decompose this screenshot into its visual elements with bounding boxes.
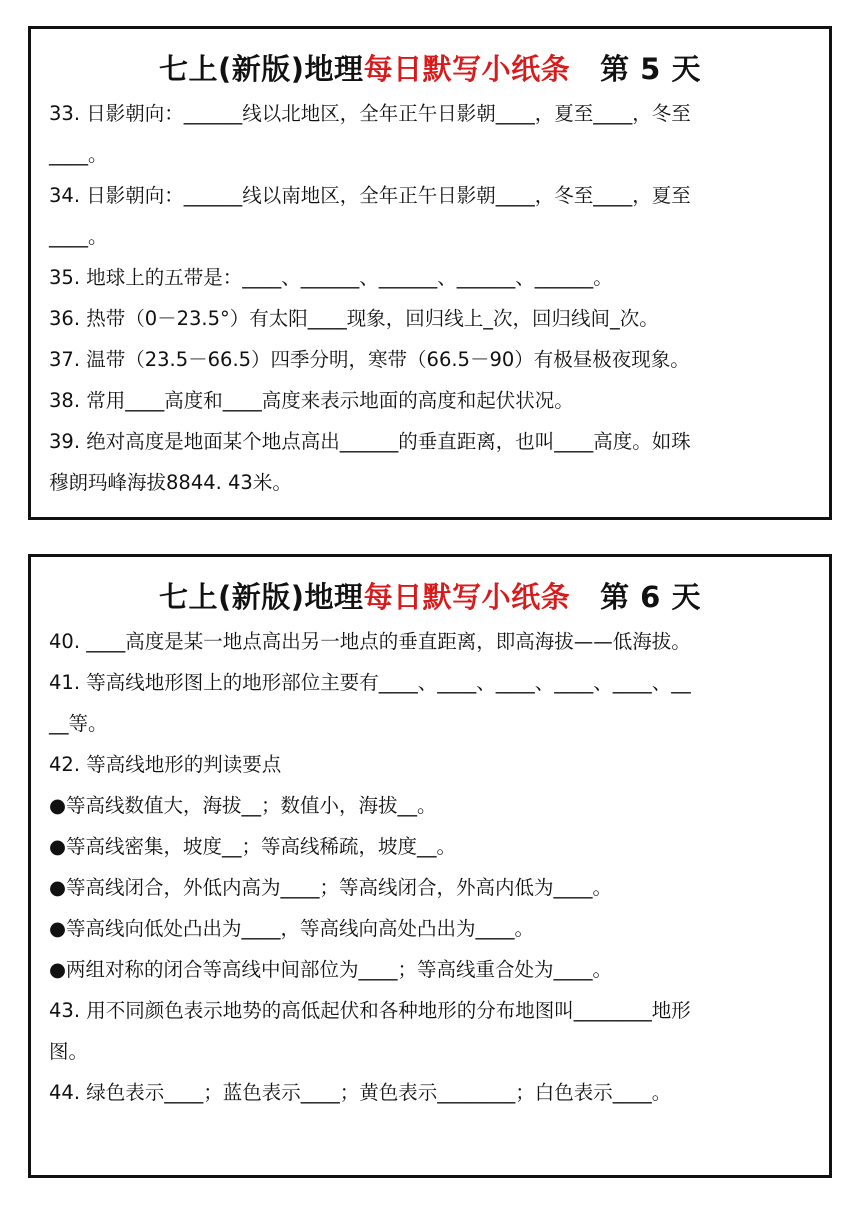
question-line: ●等高线数值大，海拔__；数值小，海拔__。 — [49, 794, 437, 817]
question-line: 33. 日影朝向：______线以北地区，全年正午日影朝____，夏至____，冬至 — [49, 102, 691, 125]
question-line: ●等高线闭合，外低内高为____；等高线闭合，外高内低为____。 — [49, 876, 613, 899]
question-line: ●等高线向低处凸出为____，等高线向高处凸出为____。 — [49, 917, 535, 940]
worksheet-card-day6 — [28, 554, 832, 1178]
worksheet-card-day5 — [28, 26, 832, 520]
card-title — [31, 579, 829, 615]
title-subject: 七上(新版)地理 — [159, 580, 364, 614]
title-highlight: 每日默写小纸条 — [363, 52, 571, 86]
question-line: 41. 等高线地形图上的地形部位主要有____、____、____、____、____、__ — [49, 671, 691, 694]
question-line: 38. 常用____高度和____高度来表示地面的高度和起伏状况。 — [49, 389, 574, 412]
question-line: 34. 日影朝向：______线以南地区，全年正午日影朝____，冬至____，夏至 — [49, 184, 691, 207]
question-line: 40. ____高度是某一地点高出另一地点的垂直距离，即高海拔——低海拔。 — [49, 630, 691, 653]
question-line: ●两组对称的闭合等高线中间部位为____；等高线重合处为____。 — [49, 958, 613, 981]
card-title — [31, 51, 829, 87]
question-line: 39. 绝对高度是地面某个地点高出______的垂直距离，也叫____高度。如珠 — [49, 430, 691, 453]
question-line: 43. 用不同颜色表示地势的高低起伏和各种地形的分布地图叫________地形 — [49, 999, 691, 1022]
question-line: __等。 — [49, 712, 108, 735]
question-line: ____。 — [49, 143, 108, 166]
question-line: 图。 — [49, 1040, 89, 1063]
question-line: 44. 绿色表示____；蓝色表示____；黄色表示________；白色表示____。 — [49, 1081, 672, 1104]
title-day: 第 5 天 — [600, 52, 701, 86]
question-line: 42. 等高线地形的判读要点 — [49, 753, 282, 776]
question-line: 35. 地球上的五带是：____、______、______、______、______。 — [49, 266, 613, 289]
question-line: ____。 — [49, 225, 108, 248]
title-subject: 七上(新版)地理 — [159, 52, 364, 86]
title-highlight: 每日默写小纸条 — [363, 580, 571, 614]
question-line: 36. 热带（0－23.5°）有太阳____现象，回归线上_次，回归线间_次。 — [49, 307, 659, 330]
question-line: 穆朗玛峰海拔8844. 43米。 — [49, 471, 292, 494]
question-line: ●等高线密集，坡度__；等高线稀疏，坡度__。 — [49, 835, 457, 858]
title-day: 第 6 天 — [600, 580, 701, 614]
question-line: 37. 温带（23.5－66.5）四季分明，寒带（66.5－90）有极昼极夜现象。 — [49, 348, 690, 371]
